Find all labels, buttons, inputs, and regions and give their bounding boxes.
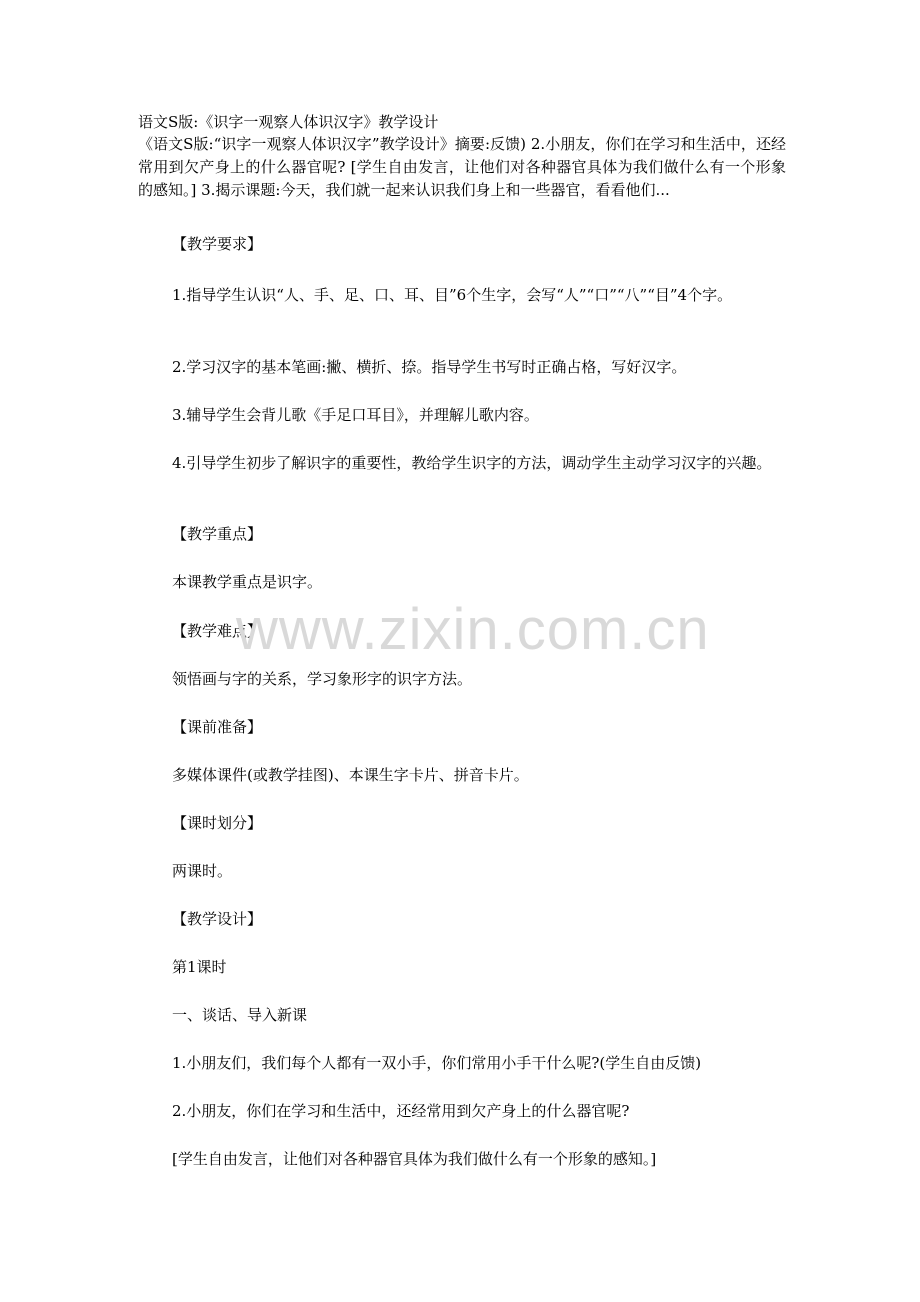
- requirement-item-4: 4.引导学生初步了解识字的重要性，教给学生识字的方法，调动学生主动学习汉字的兴趣。: [172, 454, 772, 472]
- section-heading-design: 【教学设计】: [172, 910, 263, 928]
- section-heading-preparation: 【课前准备】: [172, 718, 263, 736]
- step-1-text: 1.小朋友们，我们每个人都有一双小手，你们常用小手干什么呢?(学生自由反馈): [172, 1054, 702, 1072]
- step-2-note: [学生自由发言，让他们对各种器官具体为我们做什么有一个形象的感知。]: [172, 1150, 657, 1168]
- requirement-item-1: 1.指导学生认识“人、手、足、口、耳、目”6个生字，会写“人”“口”“八”“目”4个字。: [172, 286, 733, 304]
- key-points-text: 本课教学重点是识字。: [172, 573, 323, 591]
- section-heading-requirements: 【教学要求】: [172, 235, 263, 253]
- periods-text: 两课时。: [172, 862, 233, 880]
- preparation-text: 多媒体课件(或教学挂图)、本课生字卡片、拼音卡片。: [172, 766, 529, 784]
- document-title: 语文S版:《识字一观察人体识汉字》教学设计: [138, 113, 439, 131]
- section-heading-difficulties: 【教学难点】: [172, 622, 263, 640]
- part-1-heading: 一、谈话、导入新课: [172, 1006, 308, 1024]
- requirement-item-2: 2.学习汉字的基本笔画:撇、横折、捺。指导学生书写时正确占格，写好汉字。: [172, 358, 687, 376]
- document-summary: 《语文S版:“识字一观察人体识汉字”教学设计》摘要:反馈) 2.小朋友，你们在学习和生活中，还经常用到欠产身上的什么器官呢? [学生自由发言，让他们对各种器官具体为我们做什么有一个形象的感知。] 3.揭示课题:今天，我们就一起来认识我们身上和一些器官，看看他们...: [138, 135, 786, 199]
- section-heading-key-points: 【教学重点】: [172, 525, 263, 543]
- difficulties-text: 领悟画与字的关系，学习象形字的识字方法。: [172, 670, 473, 688]
- step-2-text: 2.小朋友，你们在学习和生活中，还经常用到欠产身上的什么器官呢?: [172, 1102, 630, 1120]
- watermark: www.zixin.com.cn: [236, 597, 710, 662]
- lesson-1-label: 第1课时: [172, 958, 227, 976]
- section-heading-periods: 【课时划分】: [172, 814, 263, 832]
- requirement-item-3: 3.辅导学生会背儿歌《手足口耳目》，并理解儿歌内容。: [172, 406, 539, 424]
